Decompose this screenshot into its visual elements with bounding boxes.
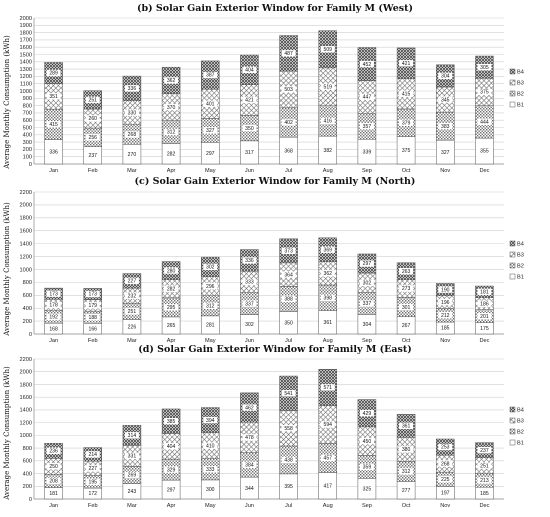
- plot-area-east: [20, 357, 524, 509]
- y-axis-label-north: Average Monthly Consumption (kWh): [3, 202, 11, 336]
- chart-title-west: (b) Solar Gain Exterior Window for Family M (West): [136, 3, 414, 14]
- data-label: 260: [88, 116, 97, 123]
- legend-swatch-b4: [510, 69, 515, 74]
- data-label: 336: [245, 258, 254, 265]
- data-label: 173: [88, 291, 97, 298]
- data-label: 478: [245, 435, 254, 442]
- data-label: 369: [323, 247, 332, 254]
- data-label: 336: [49, 149, 58, 156]
- legend-swatch-b3: [510, 252, 515, 257]
- data-label: 339: [362, 149, 372, 156]
- data-label: 295: [166, 305, 176, 312]
- data-label: 385: [166, 418, 176, 425]
- data-label: 181: [49, 490, 58, 497]
- data-label: 270: [127, 151, 137, 158]
- y-tick-label: 2000: [19, 202, 32, 209]
- data-label: 438: [284, 457, 293, 464]
- x-tick-label: Nov: [440, 503, 451, 509]
- panel-west: [3, 3, 524, 174]
- panel-north: [3, 176, 524, 344]
- data-label: 444: [480, 119, 489, 126]
- x-tick-label: Jan: [49, 503, 59, 509]
- y-tick-label: 600: [22, 118, 32, 124]
- data-label: 186: [480, 301, 489, 308]
- y-tick-label: 1300: [19, 66, 32, 73]
- data-label: 373: [284, 248, 293, 255]
- y-tick-label: 600: [22, 293, 32, 300]
- data-label: 402: [284, 120, 293, 127]
- data-label: 297: [206, 150, 215, 157]
- y-tick-label: 1000: [19, 433, 32, 440]
- data-label: 421: [245, 97, 254, 104]
- y-axis-label-west: Average Monthly Consumption (kWh): [3, 35, 11, 169]
- data-label: 594: [323, 422, 332, 429]
- data-label: 375: [401, 148, 411, 155]
- x-tick-label: Dec: [479, 503, 490, 509]
- legend-swatch-b1: [510, 102, 515, 107]
- data-label: 304: [362, 321, 372, 328]
- x-tick-label: Feb: [87, 168, 98, 174]
- data-label: 179: [88, 303, 97, 310]
- data-label: 416: [323, 118, 332, 125]
- y-tick-label: 200: [22, 147, 32, 154]
- data-label: 269: [127, 472, 137, 479]
- data-label: 251: [88, 97, 97, 104]
- y-tick-label: 800: [22, 445, 32, 452]
- data-label: 398: [323, 295, 332, 302]
- data-label: 571: [323, 385, 332, 392]
- data-label: 195: [88, 479, 97, 486]
- panel-east: [3, 344, 524, 509]
- data-label: 302: [362, 280, 372, 287]
- data-label: 362: [166, 78, 176, 85]
- data-label: 415: [401, 91, 411, 98]
- data-label: 302: [245, 321, 254, 328]
- data-label: 380: [401, 447, 411, 454]
- y-tick-label: 1200: [19, 420, 32, 427]
- data-label: 337: [362, 301, 372, 308]
- data-label: 337: [245, 301, 254, 308]
- data-label: 333: [245, 279, 254, 286]
- legend-label: B1: [517, 102, 524, 109]
- data-label: 314: [127, 433, 137, 440]
- data-label: 345: [441, 97, 450, 104]
- y-tick-label: 1900: [19, 23, 32, 30]
- x-tick-label: May: [204, 503, 216, 509]
- data-label: 172: [88, 491, 97, 498]
- data-label: 329: [166, 467, 176, 474]
- legend-swatch-b2: [510, 263, 515, 268]
- legend-label: B2: [517, 429, 524, 436]
- y-tick-label: 200: [22, 484, 32, 491]
- data-label: 281: [206, 322, 215, 329]
- legend-swatch-b3: [510, 80, 515, 85]
- data-label: 317: [245, 150, 254, 157]
- y-tick-label: 1000: [19, 267, 32, 274]
- x-tick-label: May: [204, 338, 216, 344]
- data-label: 268: [441, 461, 450, 468]
- data-label: 243: [127, 488, 137, 495]
- data-label: 253: [441, 444, 450, 451]
- legend-label: B4: [517, 69, 524, 76]
- data-label: 417: [323, 483, 332, 490]
- y-tick-label: 2000: [19, 369, 32, 376]
- x-tick-label: Nov: [440, 168, 451, 174]
- data-label: 357: [362, 123, 372, 130]
- x-tick-label: Apr: [166, 168, 176, 174]
- x-tick-label: Oct: [401, 503, 411, 509]
- data-label: 280: [166, 268, 176, 275]
- plot-area-north: [20, 190, 524, 344]
- data-label: 429: [362, 410, 372, 417]
- x-tick-label: Mar: [127, 503, 137, 509]
- x-tick-label: Mar: [127, 168, 137, 174]
- data-label: 312: [401, 469, 411, 476]
- data-label: 541: [284, 390, 293, 397]
- y-tick-label: 1200: [19, 74, 32, 81]
- data-label: 375: [480, 89, 489, 96]
- y-tick-label: 900: [22, 96, 32, 103]
- data-label: 325: [362, 486, 372, 493]
- data-label: 227: [88, 466, 97, 473]
- y-tick-label: 1800: [19, 382, 32, 389]
- data-label: 457: [323, 455, 332, 462]
- data-label: 401: [206, 101, 215, 108]
- data-label: 201: [480, 313, 489, 320]
- x-tick-label: Apr: [166, 503, 176, 509]
- data-label: 410: [206, 443, 215, 450]
- x-tick-label: Jan: [49, 338, 59, 344]
- data-label: 394: [206, 417, 215, 424]
- y-tick-label: 0: [28, 161, 32, 168]
- y-tick-label: 1600: [19, 394, 32, 401]
- data-label: 519: [323, 84, 332, 91]
- y-tick-label: 1100: [19, 81, 32, 88]
- data-label: 196: [441, 299, 450, 306]
- data-label: 250: [49, 463, 58, 470]
- data-label: 350: [284, 320, 293, 327]
- data-label: 382: [323, 147, 332, 154]
- x-tick-label: Oct: [401, 338, 411, 344]
- x-tick-label: Aug: [322, 338, 333, 344]
- y-tick-label: 400: [22, 305, 32, 312]
- legend-label: B4: [517, 407, 524, 414]
- y-tick-label: 100: [22, 154, 32, 161]
- data-label: 226: [127, 324, 137, 331]
- y-tick-label: 1400: [19, 59, 32, 66]
- data-label: 336: [127, 86, 137, 93]
- x-tick-label: Sep: [361, 338, 372, 344]
- y-tick-label: 400: [22, 471, 32, 478]
- data-label: 415: [49, 122, 58, 129]
- data-label: 404: [166, 444, 176, 451]
- legend-swatch-b4: [510, 241, 515, 246]
- data-label: 296: [206, 283, 215, 290]
- data-label: 364: [284, 272, 293, 279]
- data-label: 452: [362, 61, 372, 68]
- y-tick-label: 0: [28, 496, 32, 503]
- x-tick-label: Jun: [244, 168, 254, 174]
- data-label: 302: [206, 264, 215, 271]
- data-label: 178: [49, 302, 58, 309]
- y-tick-label: 400: [22, 132, 32, 139]
- x-tick-label: Dec: [479, 168, 490, 174]
- data-label: 387: [206, 72, 215, 79]
- legend-label: B2: [517, 91, 524, 98]
- data-label: 327: [441, 149, 450, 156]
- data-label: 289: [49, 70, 58, 77]
- data-label: 503: [284, 87, 293, 94]
- data-label: 355: [480, 148, 489, 155]
- data-label: 327: [206, 128, 215, 135]
- data-label: 225: [441, 477, 450, 484]
- legend-label: B1: [517, 274, 524, 281]
- data-label: 447: [362, 94, 372, 101]
- y-axis-label-east: Average Monthly Consumption (kWh): [3, 366, 11, 500]
- data-label: 188: [88, 314, 97, 321]
- y-tick-label: 200: [22, 318, 32, 325]
- data-label: 251: [480, 463, 489, 470]
- x-tick-label: Jan: [49, 168, 59, 174]
- x-tick-label: Dec: [479, 338, 490, 344]
- data-label: 168: [49, 326, 58, 333]
- y-tick-label: 700: [22, 110, 32, 117]
- data-label: 192: [49, 314, 58, 321]
- legend-swatch-b4: [510, 407, 515, 412]
- y-tick-label: 1700: [19, 37, 32, 44]
- x-tick-label: Jul: [285, 503, 293, 509]
- data-label: 344: [245, 485, 254, 492]
- data-label: 509: [323, 46, 332, 53]
- data-label: 384: [245, 462, 254, 469]
- data-label: 232: [127, 293, 137, 300]
- data-label: 312: [206, 303, 215, 310]
- y-tick-label: 1400: [19, 407, 32, 414]
- data-label: 273: [401, 286, 411, 293]
- y-tick-label: 1600: [19, 228, 32, 235]
- y-tick-label: 1200: [19, 254, 32, 261]
- legend-swatch-b2: [510, 429, 515, 434]
- data-label: 351: [49, 94, 58, 101]
- data-label: 450: [362, 438, 372, 445]
- data-label: 297: [166, 487, 176, 494]
- legend-swatch-b2: [510, 91, 515, 96]
- data-label: 282: [166, 151, 176, 158]
- y-tick-label: 1800: [19, 215, 32, 222]
- x-tick-label: Mar: [127, 338, 137, 344]
- y-tick-label: 2200: [19, 356, 32, 363]
- data-label: 333: [206, 467, 215, 474]
- y-tick-label: 500: [22, 125, 32, 132]
- data-label: 300: [206, 487, 215, 494]
- y-tick-label: 1000: [19, 88, 32, 95]
- legend-label: B2: [517, 263, 524, 270]
- data-label: 237: [88, 153, 97, 160]
- data-label: 208: [49, 478, 58, 485]
- data-label: 421: [401, 60, 411, 67]
- data-label: 388: [284, 296, 293, 303]
- x-tick-label: Nov: [440, 338, 451, 344]
- x-tick-label: Jun: [244, 503, 254, 509]
- x-tick-label: Jul: [285, 338, 293, 344]
- data-label: 197: [441, 490, 450, 497]
- legend-label: B3: [517, 252, 524, 259]
- data-label: 368: [284, 148, 293, 155]
- y-tick-label: 1400: [19, 241, 32, 248]
- y-tick-label: 0: [28, 331, 32, 338]
- y-tick-label: 2000: [19, 15, 32, 22]
- data-label: 212: [441, 312, 450, 319]
- x-tick-label: Oct: [401, 168, 411, 174]
- data-label: 487: [284, 50, 293, 57]
- legend-label: B3: [517, 418, 524, 425]
- data-label: 175: [480, 326, 489, 333]
- legend-label: B4: [517, 241, 524, 248]
- x-tick-label: Sep: [361, 168, 372, 174]
- data-label: 462: [245, 405, 254, 412]
- y-tick-label: 300: [22, 139, 32, 146]
- data-label: 277: [401, 487, 411, 494]
- data-label: 330: [127, 110, 137, 117]
- data-label: 370: [166, 104, 176, 111]
- data-label: 173: [49, 291, 58, 298]
- data-label: 558: [284, 425, 293, 432]
- chart-title-north: (c) Solar Gain Exterior Window for Family M (North): [134, 176, 416, 187]
- data-label: 213: [480, 478, 489, 485]
- chart-title-east: (d) Solar Gain Exterior Window for Family M (East): [138, 344, 412, 355]
- data-label: 282: [166, 286, 176, 293]
- data-label: 404: [245, 67, 254, 74]
- data-label: 227: [127, 278, 137, 285]
- data-label: 237: [480, 447, 489, 454]
- data-label: 214: [88, 452, 97, 459]
- data-label: 379: [401, 120, 411, 127]
- y-tick-label: 800: [22, 103, 32, 110]
- data-label: 185: [480, 490, 489, 497]
- x-tick-label: Jul: [285, 168, 293, 174]
- x-tick-label: May: [204, 168, 216, 174]
- data-label: 185: [441, 325, 450, 332]
- data-label: 263: [401, 268, 411, 275]
- data-label: 312: [166, 129, 176, 136]
- plot-area-west: [20, 16, 524, 174]
- data-label: 265: [166, 323, 176, 330]
- x-tick-label: Feb: [87, 503, 98, 509]
- data-label: 361: [401, 423, 411, 430]
- data-label: 181: [480, 289, 489, 296]
- legend-label: B3: [517, 80, 524, 87]
- data-label: 359: [362, 464, 372, 471]
- x-tick-label: Apr: [166, 338, 176, 344]
- data-label: 383: [441, 123, 450, 130]
- legend-swatch-b1: [510, 274, 515, 279]
- x-tick-label: Jun: [244, 338, 254, 344]
- data-label: 304: [441, 73, 450, 80]
- x-tick-label: Aug: [322, 168, 333, 174]
- data-label: 166: [88, 326, 97, 333]
- data-label: 236: [49, 448, 58, 455]
- y-tick-label: 2200: [19, 189, 32, 196]
- data-label: 268: [127, 132, 137, 139]
- data-label: 305: [480, 64, 489, 71]
- data-label: 350: [245, 125, 254, 132]
- x-tick-label: Aug: [322, 503, 333, 509]
- x-tick-label: Sep: [361, 503, 372, 509]
- data-label: 297: [362, 261, 372, 268]
- data-label: 190: [441, 287, 450, 294]
- data-label: 267: [401, 323, 411, 330]
- data-label: 256: [88, 135, 97, 142]
- y-tick-label: 1800: [19, 30, 32, 37]
- data-label: 395: [284, 484, 293, 491]
- data-label: 361: [323, 320, 332, 327]
- data-label: 251: [127, 309, 137, 316]
- y-tick-label: 600: [22, 458, 32, 465]
- data-label: 301: [401, 304, 411, 311]
- legend-swatch-b3: [510, 418, 515, 423]
- legend-label: B1: [517, 440, 524, 447]
- legend-swatch-b1: [510, 440, 515, 445]
- y-tick-label: 1500: [19, 52, 32, 59]
- y-tick-label: 800: [22, 280, 32, 287]
- data-label: 331: [127, 453, 137, 460]
- x-tick-label: Feb: [87, 338, 98, 344]
- y-tick-label: 1600: [19, 45, 32, 51]
- data-label: 362: [323, 271, 332, 278]
